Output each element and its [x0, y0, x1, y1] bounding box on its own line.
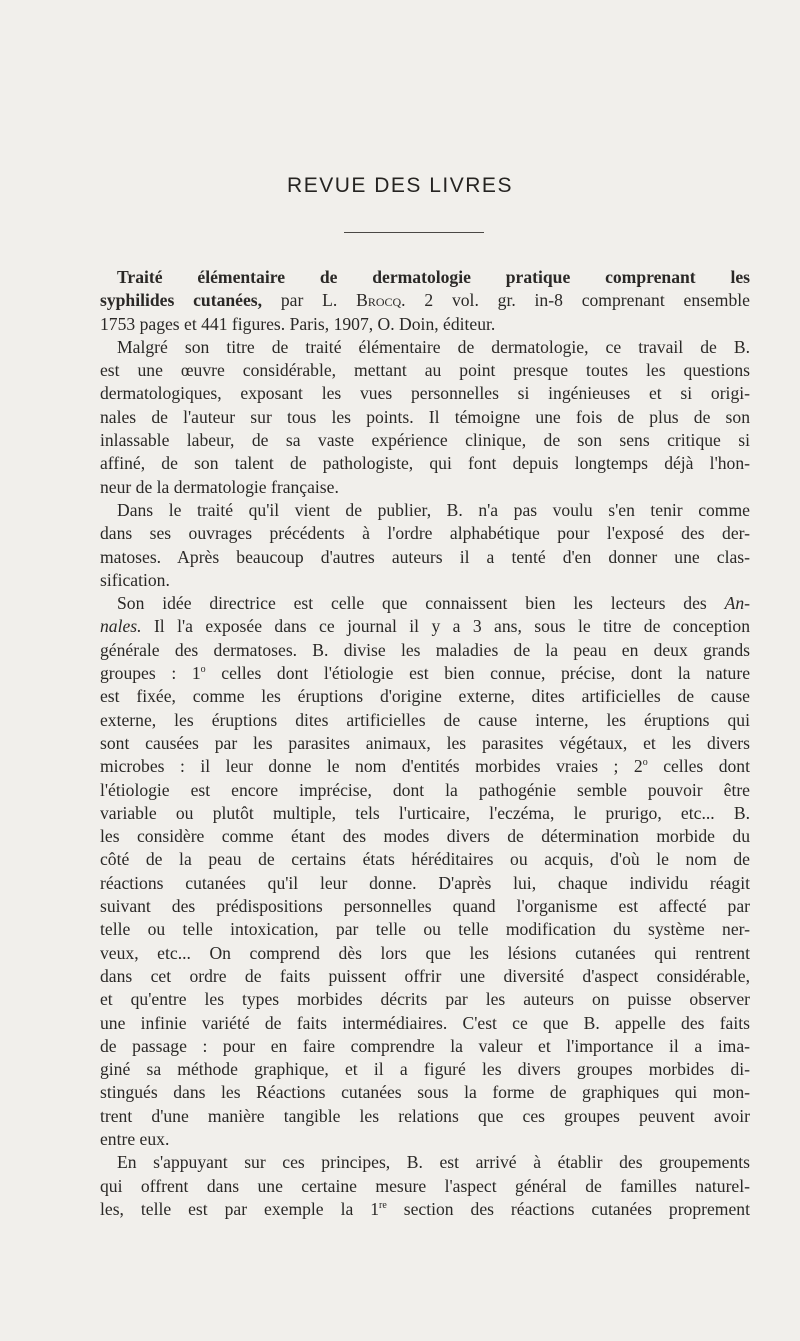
p3-line: sont causées par les parasites animaux, les parasites végétaux, et les divers: [100, 732, 750, 753]
p1-line: affiné, de son talent de pathologiste, qui font depuis longtemps déjà l'hon-: [100, 453, 750, 474]
p4-line: les, telle est par exemple la 1re section des réactions cutanées proprement: [100, 1198, 750, 1219]
review-text: [100, 266, 750, 1221]
p3-line: nales. Il l'a exposée dans ce journal il y a 3 ans, sous le titre de conception: [100, 616, 750, 637]
review-heading-line-2: syphilides cutanées, par L. Brocq. 2 vol. gr. in-8 comprenant ensemble: [100, 290, 750, 311]
review-heading-line-1: Traité élémentaire de dermatologie pratique comprenant les: [117, 267, 750, 287]
p3-line: variable ou plutôt multiple, tels l'urticaire, l'eczéma, le prurigo, etc... B.: [100, 802, 750, 823]
p2-line: Dans le traité qu'il vient de publier, B. n'a pas voulu s'en tenir comme: [117, 499, 750, 520]
p3-line: telle ou telle intoxication, par telle ou telle modification du système ner-: [100, 919, 750, 940]
title-divider: [344, 232, 484, 233]
review-heading-line-3: 1753 pages et 441 figures. Paris, 1907, O. Doin, éditeur.: [100, 313, 496, 334]
p3-line: suivant des prédispositions personnelles quand l'organisme est affecté par: [100, 896, 750, 917]
p3-line: externe, les éruptions dites artificielles de cause interne, les éruptions qui: [100, 709, 750, 730]
p3-line: veux, etc... On comprend dès lors que les lésions cutanées qui rentrent: [100, 942, 750, 963]
p3-line: Son idée directrice est celle que connaissent bien les lecteurs des An-: [117, 593, 750, 614]
p3-line: réactions cutanées qu'il leur donne. D'après lui, chaque individu réagit: [100, 872, 750, 893]
p1-line: dermatologiques, exposant les vues personnelles si ingénieuses et si origi-: [100, 383, 750, 404]
p3-line: générale des dermatoses. B. divise les maladies de la peau en deux grands: [100, 639, 750, 660]
p3-line: stingués dans les Réactions cutanées sous la forme de graphiques qui mon-: [100, 1082, 750, 1103]
p2-line: dans ses ouvrages précédents à l'ordre alphabétique pour l'exposé des der-: [100, 523, 750, 544]
p3-line: et qu'entre les types morbides décrits par les auteurs on puisse observer: [100, 989, 750, 1010]
p3-line: est fixée, comme les éruptions d'origine externe, dites artificielles de cause: [100, 686, 750, 707]
p1-line: inlassable labeur, de sa vaste expérience clinique, de son sens critique si: [100, 430, 750, 451]
p1-line: neur de la dermatologie française.: [100, 476, 339, 497]
p3-line: trent d'une manière tangible les relations que ces groupes peuvent avoir: [100, 1105, 750, 1126]
p4-line: qui offrent dans une certaine mesure l'aspect général de familles naturel-: [100, 1175, 750, 1196]
p3-line: entre eux.: [100, 1128, 170, 1149]
p3-line: une infinie variété de faits intermédiaires. C'est ce que B. appelle des faits: [100, 1012, 750, 1033]
p3-line: groupes : 1$^o$ celles dont l'étiologie est bien connue, précise, dont la nature: [100, 663, 751, 684]
p3-line: de passage : pour en faire comprendre la valeur et l'importance il a ima-: [100, 1035, 750, 1056]
p3-line: microbes : il leur donne le nom d'entités morbides vraies ; 2$^o$ celles dont: [100, 756, 750, 777]
author-name: Brocq: [356, 290, 402, 311]
p4-line: En s'appuyant sur ces principes, B. est arrivé à établir des groupements: [117, 1152, 750, 1173]
p1-line: nales de l'auteur sur tous les points. Il témoigne une fois de plus de son: [100, 406, 750, 427]
p3-line: giné sa méthode graphique, et il a figuré les divers groupes morbides di-: [100, 1059, 750, 1080]
p1-line: est une œuvre considérable, mettant au point presque toutes les questions: [100, 360, 750, 381]
p3-line: côté de la peau de certains états héréditaires ou acquis, d'où le nom de: [100, 849, 750, 870]
p3-line: dans cet ordre de faits puissent offrir une diversité d'aspect considérable,: [100, 965, 750, 986]
p3-line: les considère comme étant des modes divers de détermination morbide du: [100, 826, 750, 847]
p2-line: sification.: [100, 569, 170, 590]
section-title: REVUE DES LIVRES: [287, 174, 513, 197]
p1-line: Malgré son titre de traité élémentaire de dermatologie, ce travail de B.: [117, 336, 750, 357]
p2-line: matoses. Après beaucoup d'autres auteurs il a tenté d'en donner une clas-: [100, 546, 750, 567]
p3-line: l'étiologie est encore imprécise, dont la pathogénie semble pouvoir être: [100, 779, 750, 800]
